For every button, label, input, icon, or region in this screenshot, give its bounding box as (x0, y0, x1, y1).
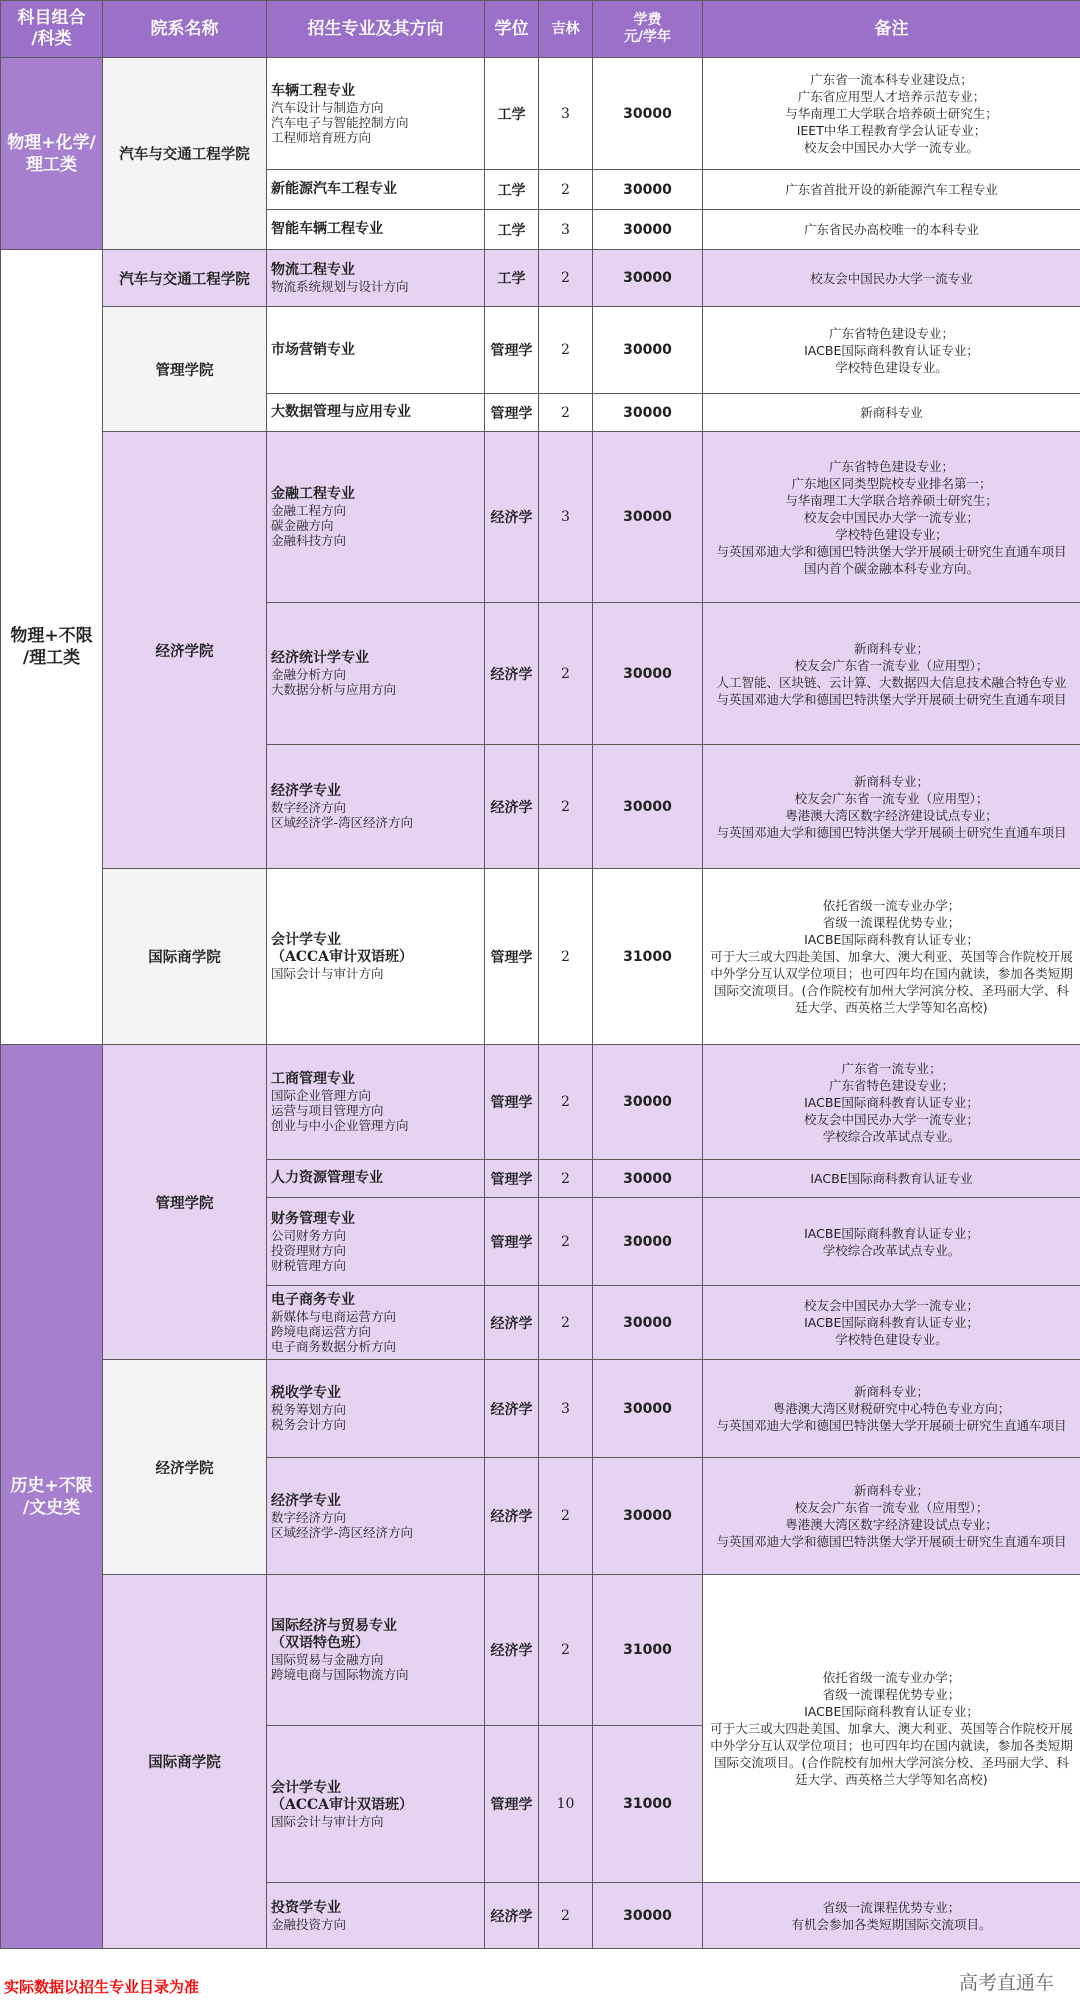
header-subject: 科目组合 /科类 (1, 1, 103, 58)
note-line: 与英国邓迪大学和德国巴特洪堡大学开展硕士研究生直通车项目 (716, 824, 1067, 840)
header-quota: 吉林 (539, 1, 593, 58)
note-line: 学校综合改革试点专业。 (822, 1128, 961, 1144)
major-direction: 金融投资方向 (271, 1916, 347, 1932)
note-cell (703, 1458, 1080, 1575)
note-cell (703, 1045, 1080, 1160)
header-note: 备注 (703, 1, 1080, 58)
major-direction: 区域经济学-湾区经济方向 (271, 815, 414, 830)
note-line: 校友会中国民办大学一流专业； (803, 1298, 979, 1313)
degree-cell: 工学 (485, 210, 539, 250)
note-line: 粤港澳大湾区财税研究中心特色专业方向； (772, 1401, 1011, 1416)
note-line: 新商科专业； (853, 1483, 929, 1498)
major-cell (267, 1045, 485, 1160)
note-line: 可于大三或大四赴美国、加拿大、澳大利亚、英国等合作院校开展中外学分互认双学位项目；也可四年均在国内就读，参加各类短期国际交流项目。(合作院校有加州大学河滨分校、圣玛丽大学、科廷大学、西英格兰大学等知名高校) (710, 1721, 1073, 1787)
major-name: 会计学专业 (271, 932, 341, 948)
major-name: （ACCA审计双语班） (271, 949, 414, 965)
degree-cell: 工学 (485, 58, 539, 170)
note-line: 省级一流课程优势专业； (822, 915, 961, 930)
major-name: 车辆工程专业 (271, 82, 355, 99)
fee-cell: 30000 (593, 1286, 703, 1360)
major-name: 会计学专业 (271, 1779, 341, 1796)
quota-cell: 2 (539, 869, 593, 1045)
major-direction: 创业与中小企业管理方向 (271, 1118, 409, 1133)
major-direction: 金融分析方向 (271, 667, 347, 682)
quota-cell: 2 (539, 307, 593, 394)
quota-cell: 2 (539, 745, 593, 869)
major-direction: 跨境电商运营方向 (271, 1323, 372, 1339)
note-line: 新商科专业； (853, 1384, 929, 1399)
note-line: 依托省级一流专业办学； (822, 898, 961, 913)
note-line: 学校特色建设专业。 (835, 1332, 948, 1347)
quota-cell: 2 (539, 1198, 593, 1286)
major-direction: 数字经济方向 (271, 800, 347, 815)
major-name: 电子商务专业 (271, 1291, 355, 1308)
major-cell (267, 394, 485, 432)
major-cell (267, 1575, 485, 1726)
disclaimer-text: 实际数据以招生专业目录为准 (4, 1978, 200, 1996)
degree-cell: 经济学 (485, 603, 539, 745)
quota-cell: 2 (539, 603, 593, 745)
note-line: 学校综合改革试点专业。 (822, 1242, 961, 1258)
note-line: 有机会参加各类短期国际交流项目。 (791, 1916, 992, 1932)
school-cell: 经济学院 (103, 432, 267, 869)
major-cell (267, 1360, 485, 1458)
major-direction: 碳金融方向 (271, 518, 334, 533)
major-direction: 公司财务方向 (271, 1227, 347, 1243)
school-cell: 国际商学院 (103, 869, 267, 1045)
header-degree: 学位 (485, 1, 539, 58)
major-direction: 新媒体与电商运营方向 (271, 1308, 397, 1324)
fee-cell: 30000 (593, 210, 703, 250)
major-name: 物流工程专业 (271, 262, 355, 278)
note-cell (703, 1286, 1080, 1360)
major-name: 工商管理专业 (271, 1071, 355, 1087)
degree-cell: 管理学 (485, 1198, 539, 1286)
degree-cell: 经济学 (485, 432, 539, 603)
note-cell (703, 394, 1080, 432)
degree-cell: 管理学 (485, 1045, 539, 1160)
quota-cell: 2 (539, 1160, 593, 1198)
major-direction: 跨境电商与国际物流方向 (271, 1667, 409, 1682)
fee-cell: 31000 (593, 1575, 703, 1726)
major-direction: 金融科技方向 (271, 533, 347, 548)
major-cell (267, 1160, 485, 1198)
quota-cell: 3 (539, 210, 593, 250)
major-direction: 汽车设计与制造方向 (271, 99, 384, 115)
major-direction: 国际贸易与金融方向 (271, 1652, 384, 1667)
note-cell (703, 1198, 1080, 1286)
note-line: IACBE国际商科教育认证专业； (804, 1094, 979, 1110)
major-direction: 税务会计方向 (271, 1417, 347, 1432)
major-name: 税收学专业 (271, 1385, 341, 1401)
school-cell: 经济学院 (103, 1360, 267, 1575)
table-row (1, 432, 1080, 603)
degree-cell: 经济学 (485, 1286, 539, 1360)
subject-group-cell: 历史+不限 /文史类 (1, 1045, 103, 1949)
degree-cell: 经济学 (485, 1360, 539, 1458)
note-line: IACBE国际商科教育认证专业 (810, 1171, 973, 1186)
major-name: （ACCA审计双语班） (271, 1796, 414, 1813)
header-school: 院系名称 (103, 1, 267, 58)
quota-cell: 2 (539, 1045, 593, 1160)
quota-cell: 10 (539, 1726, 593, 1883)
note-line: 广东省民办高校唯一的本科专业 (803, 222, 979, 237)
major-cell (267, 745, 485, 869)
major-cell (267, 307, 485, 394)
fee-cell: 30000 (593, 394, 703, 432)
school-cell: 汽车与交通工程学院 (103, 58, 267, 250)
note-line: 与华南理工大学联合培养硕士研究生； (785, 492, 998, 508)
school-cell: 汽车与交通工程学院 (103, 250, 267, 307)
note-line: 可于大三或大四赴美国、加拿大、澳大利亚、英国等合作院校开展中外学分互认双学位项目；也可四年均在国内就读，参加各类短期国际交流项目。(合作院校有加州大学河滨分校、圣玛丽大学、科廷大学、西英格兰大学等知名高校) (710, 949, 1073, 1015)
note-line: 校友会中国民办大学一流专业； (803, 509, 979, 525)
note-line: 依托省级一流专业办学； (822, 1670, 961, 1685)
subject-group-cell: 物理+化学/ 理工类 (1, 58, 103, 250)
major-cell (267, 1286, 485, 1360)
major-name: 投资学专业 (271, 1899, 341, 1916)
fee-cell: 30000 (593, 745, 703, 869)
fee-cell: 30000 (593, 432, 703, 603)
degree-cell: 工学 (485, 170, 539, 210)
major-cell (267, 432, 485, 603)
table-row (1, 869, 1080, 1045)
note-line: 与英国邓迪大学和德国巴特洪堡大学开展硕士研究生直通车项目 (716, 1534, 1067, 1549)
major-direction: 汽车电子与智能控制方向 (271, 114, 409, 130)
note-line: 广东省特色建设专业； (828, 458, 954, 474)
note-line: 学校特色建设专业。 (835, 359, 948, 375)
degree-cell: 工学 (485, 250, 539, 307)
header-fee: 学费 元/学年 (593, 1, 703, 58)
note-line: 与英国邓迪大学和德国巴特洪堡大学开展硕士研究生直通车项目 (716, 1418, 1067, 1433)
major-name: 金融工程专业 (271, 486, 355, 502)
note-cell (703, 250, 1080, 307)
degree-cell: 经济学 (485, 1883, 539, 1949)
major-name: （双语特色班） (271, 1635, 369, 1651)
note-line: 与英国邓迪大学和德国巴特洪堡大学开展硕士研究生直通车项目 (716, 691, 1067, 707)
quota-cell: 3 (539, 58, 593, 170)
quota-cell: 2 (539, 1458, 593, 1575)
major-name: 财务管理专业 (271, 1210, 355, 1227)
major-name: 新能源汽车工程专业 (271, 181, 397, 197)
degree-cell: 经济学 (485, 1575, 539, 1726)
fee-cell: 31000 (593, 1726, 703, 1883)
major-direction: 运营与项目管理方向 (271, 1103, 384, 1118)
major-direction: 电子商务数据分析方向 (271, 1338, 397, 1354)
major-direction: 大数据分析与应用方向 (271, 682, 397, 697)
major-name: 国际经济与贸易专业 (271, 1618, 397, 1634)
note-line: 校友会广东省一流专业（应用型）； (794, 790, 989, 806)
major-cell (267, 170, 485, 210)
note-line: 校友会广东省一流专业（应用型）； (794, 1500, 989, 1515)
degree-cell: 管理学 (485, 394, 539, 432)
note-line: 广东地区同类型院校专业排名第一； (791, 475, 992, 491)
table-row (1, 1360, 1080, 1458)
degree-cell: 管理学 (485, 307, 539, 394)
school-cell: 管理学院 (103, 1045, 267, 1360)
table-row (1, 307, 1080, 394)
note-line: 粤港澳大湾区数字经济建设试点专业； (785, 807, 998, 823)
major-name: 市场营销专业 (271, 341, 355, 358)
note-line: IACBE国际商科教育认证专业； (804, 1315, 979, 1330)
degree-cell: 管理学 (485, 869, 539, 1045)
fee-cell: 30000 (593, 1360, 703, 1458)
quota-cell: 2 (539, 1883, 593, 1949)
note-cell (703, 869, 1080, 1045)
table-row (1, 1045, 1080, 1160)
quota-cell: 2 (539, 170, 593, 210)
note-line: 广东省一流本科专业建设点； (810, 72, 973, 87)
note-cell (703, 170, 1080, 210)
note-line: IACBE国际商科教育认证专业； (804, 932, 979, 947)
note-line: 与英国邓迪大学和德国巴特洪堡大学开展硕士研究生直通车项目 (716, 543, 1067, 559)
note-cell (703, 58, 1080, 170)
note-line: 省级一流课程优势专业； (822, 1687, 961, 1702)
major-name: 经济统计学专业 (271, 650, 369, 666)
note-line: 粤港澳大湾区数字经济建设试点专业； (785, 1517, 998, 1532)
major-cell (267, 250, 485, 307)
fee-cell: 30000 (593, 1045, 703, 1160)
quota-cell: 2 (539, 1575, 593, 1726)
note-cell (703, 210, 1080, 250)
subject-group-cell: 物理+不限 /理工类 (1, 250, 103, 1045)
fee-cell: 30000 (593, 170, 703, 210)
quota-cell: 2 (539, 250, 593, 307)
quota-cell: 3 (539, 432, 593, 603)
major-direction: 国际会计与审计方向 (271, 1813, 384, 1829)
major-direction: 物流系统规划与设计方向 (271, 279, 409, 294)
note-line: 广东省特色建设专业； (828, 325, 954, 341)
table-row (1, 1575, 1080, 1726)
major-cell (267, 1726, 485, 1883)
degree-cell: 管理学 (485, 1160, 539, 1198)
fee-cell: 30000 (593, 1883, 703, 1949)
note-line: 广东省首批开设的新能源汽车工程专业 (785, 182, 998, 197)
major-cell (267, 1883, 485, 1949)
major-cell (267, 210, 485, 250)
note-line: IACBE国际商科教育认证专业； (804, 1225, 979, 1241)
note-line: 人工智能、区块链、云计算、大数据四大信息技术融合特色专业 (716, 674, 1067, 690)
header-major: 招生专业及其方向 (267, 1, 485, 58)
fee-cell: 30000 (593, 58, 703, 170)
major-direction: 数字经济方向 (271, 1509, 347, 1525)
table-row (1, 58, 1080, 170)
major-name: 智能车辆工程专业 (271, 221, 383, 237)
fee-cell: 30000 (593, 307, 703, 394)
note-line: 与华南理工大学联合培养硕士研究生； (785, 106, 998, 121)
note-line: 广东省一流专业； (841, 1060, 942, 1076)
degree-cell: 管理学 (485, 1726, 539, 1883)
fee-cell: 30000 (593, 250, 703, 307)
note-line: 新商科专业 (860, 405, 923, 420)
note-line: IEET中华工程教育学会认证专业； (796, 123, 987, 138)
fee-cell: 30000 (593, 1198, 703, 1286)
major-cell (267, 58, 485, 170)
quota-cell: 3 (539, 1360, 593, 1458)
note-line: 新商科专业； (853, 640, 929, 656)
major-cell (267, 1198, 485, 1286)
note-line: IACBE国际商科教育认证专业； (804, 342, 979, 358)
major-direction: 国际会计与审计方向 (271, 966, 384, 981)
note-line: 广东省应用型人才培养示范专业； (797, 89, 986, 104)
note-line: 校友会中国民办大学一流专业 (810, 270, 973, 286)
header-row (1, 1, 1080, 58)
note-line: 省级一流课程优势专业； (822, 1899, 961, 1915)
note-line: 国内首个碳金融本科专业方向。 (803, 560, 979, 576)
major-direction: 税务筹划方向 (271, 1402, 347, 1417)
note-cell (703, 307, 1080, 394)
quota-cell: 2 (539, 394, 593, 432)
major-direction: 财税管理方向 (271, 1257, 347, 1273)
school-cell: 管理学院 (103, 307, 267, 432)
major-name: 经济学专业 (271, 783, 341, 799)
major-name: 人力资源管理专业 (271, 1170, 383, 1186)
major-cell (267, 603, 485, 745)
degree-cell: 经济学 (485, 745, 539, 869)
major-direction: 国际企业管理方向 (271, 1088, 372, 1103)
note-line: 学校特色建设专业； (835, 526, 948, 542)
note-line: 校友会中国民办大学一流专业； (803, 1111, 979, 1127)
major-name: 经济学专业 (271, 1492, 341, 1509)
note-line: 广东省特色建设专业； (828, 1077, 954, 1093)
major-direction: 工程师培育班方向 (271, 129, 372, 145)
major-direction: 区域经济学-湾区经济方向 (271, 1524, 414, 1540)
note-cell (703, 1360, 1080, 1458)
major-cell (267, 1458, 485, 1575)
note-line: 校友会广东省一流专业（应用型）； (794, 657, 989, 673)
fee-cell: 30000 (593, 1160, 703, 1198)
note-cell (703, 603, 1080, 745)
major-direction: 金融工程方向 (271, 503, 347, 518)
major-direction: 投资理财方向 (271, 1242, 347, 1258)
school-cell: 国际商学院 (103, 1575, 267, 1949)
fee-cell: 30000 (593, 603, 703, 745)
fee-cell: 30000 (593, 1458, 703, 1575)
degree-cell: 经济学 (485, 1458, 539, 1575)
major-cell (267, 869, 485, 1045)
note-cell (703, 1883, 1080, 1949)
watermark-text: 高考直通车 (958, 1972, 1054, 1994)
note-cell (703, 1160, 1080, 1198)
note-line: 新商科专业； (853, 773, 929, 789)
table-row (1, 250, 1080, 307)
note-line: 校友会中国民办大学一流专业。 (803, 140, 979, 155)
note-line: IACBE国际商科教育认证专业； (804, 1704, 979, 1719)
major-name: 大数据管理与应用专业 (271, 404, 411, 420)
note-cell (703, 432, 1080, 603)
note-cell (703, 1575, 1080, 1883)
note-cell (703, 745, 1080, 869)
quota-cell: 2 (539, 1286, 593, 1360)
fee-cell: 31000 (593, 869, 703, 1045)
